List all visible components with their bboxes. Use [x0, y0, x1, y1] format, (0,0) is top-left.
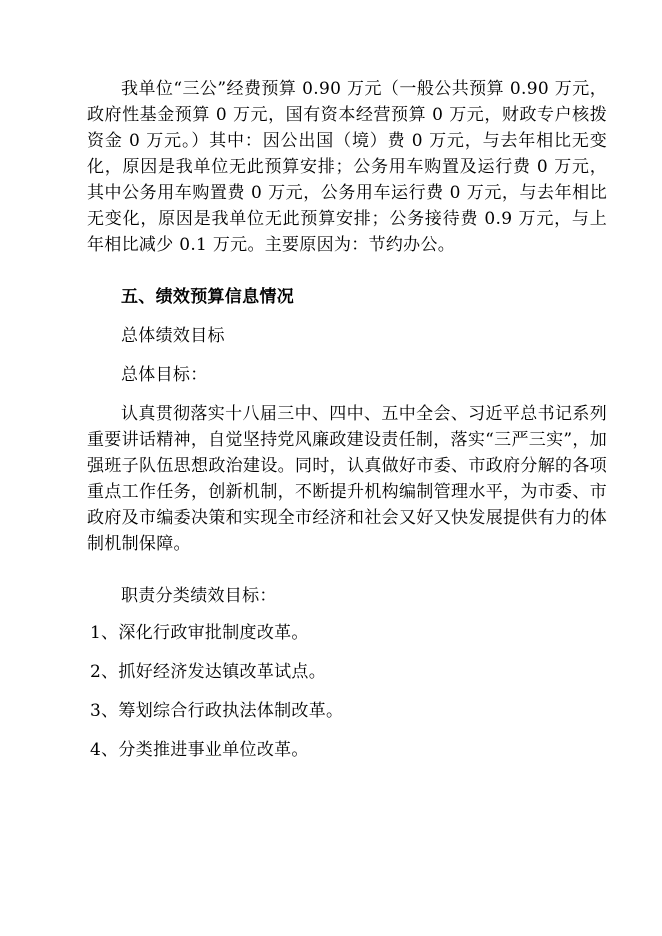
list-item: 4、分类推进事业单位改革。	[90, 740, 309, 760]
overall-goal-label: 总体目标：	[121, 365, 208, 385]
overall-goal-paragraph: 认真贯彻落实十八届三中、四中、五中全会、习近平总书记系列重要讲话精神，自觉坚持党风廉政建设责任制，落实“三严三实”，加强班子队伍思想政治建设。同时，认真做好市委、市政府分解的各项重点工作任务，创新机制，不断提升机构编制管理水平，为市委、市政府及市编委决策和实现全市经济和社会又好又快发展提供有力的体制机制保障。	[87, 404, 607, 554]
section-heading-performance-budget: 五、绩效预算信息情况	[121, 287, 294, 307]
responsibility-goals-heading: 职责分类绩效目标：	[121, 586, 277, 606]
list-item: 1、深化行政审批制度改革。	[90, 623, 309, 643]
three-public-expense-paragraph: 我单位“三公”经费预算 0.90 万元（一般公共预算 0.90 万元，政府性基金预算 0 万元，国有资本经营预算 0 万元，财政专户核拨资金 0 万元。）其中：因公出国（境）费 0 万元，与去年相比无变化，原因是我单位无此预算安排；公务用车购置及运行费 0 万元，其中公务用车购置费 0 万元，公务用车运行费 0 万元，与去年相比无变化，原因是我单位无此预算安排；公务接待费 0.9 万元，与上年相比减少 0.1 万元。主要原因为：节约办公。	[87, 79, 607, 255]
list-item: 2、抓好经济发达镇改革试点。	[90, 662, 327, 682]
list-item: 3、筹划综合行政执法体制改革。	[90, 701, 344, 721]
overall-goal-heading: 总体绩效目标	[121, 326, 225, 346]
